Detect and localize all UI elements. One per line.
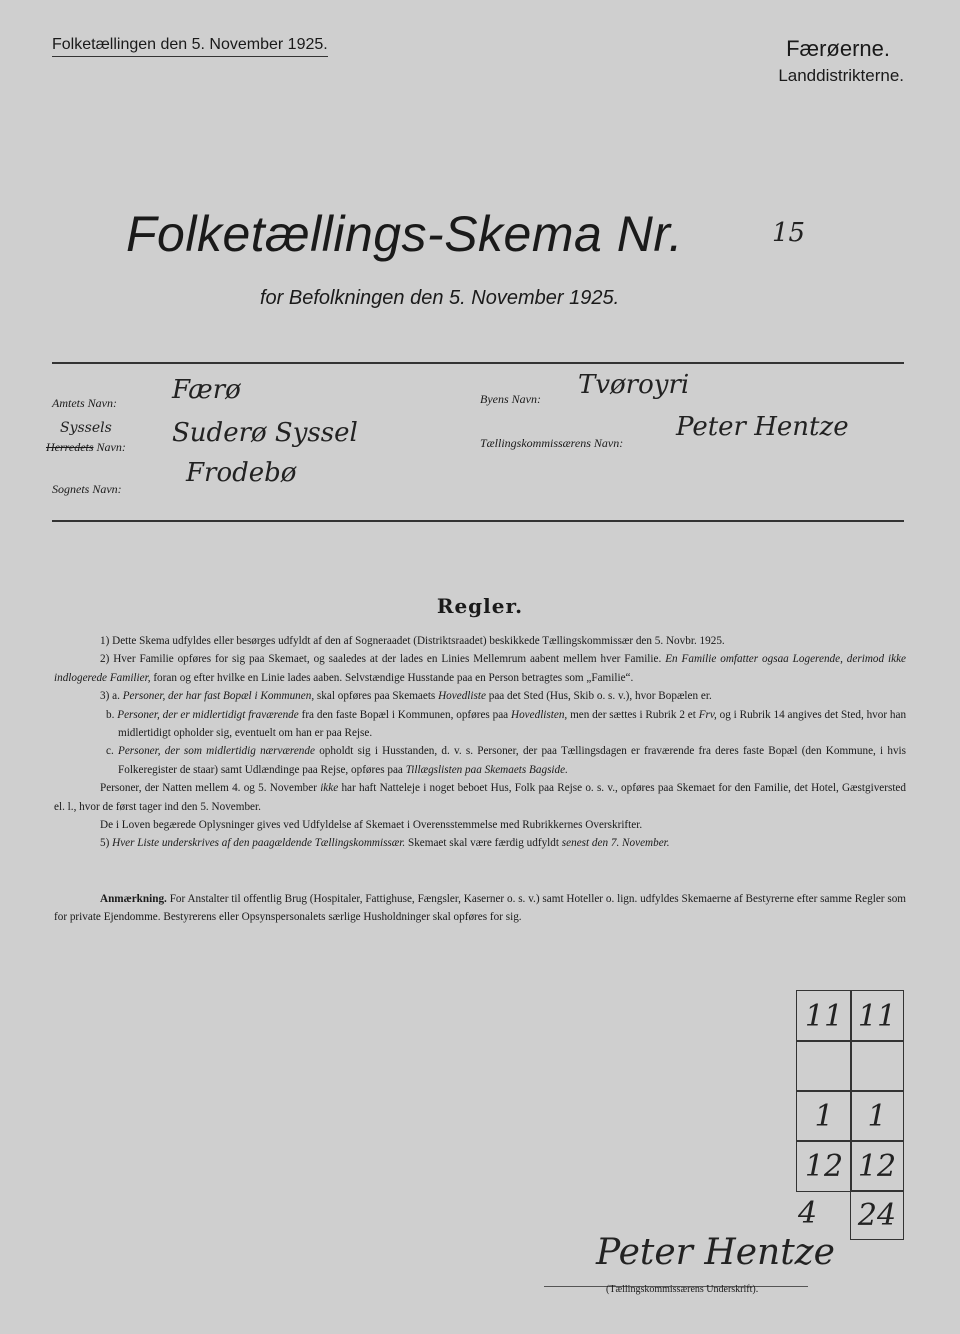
rules-heading: Regler. — [436, 594, 524, 618]
rule-3a-italic: Personer, der har fast Bopæl i Kommunen, — [122, 690, 315, 703]
remark-label: Anmærkning. — [100, 893, 167, 905]
rule-4-text-end: har haft Natteleje i noget beboet Hus, Folk paa Rejse o. s. v., opføres paa Skemaet for den Familie, det Hotel, Gæstgiversted el. l., hvor de først tager ind den 5. November. — [54, 782, 906, 813]
rule-3b-italic-2: Hovedlisten, — [511, 708, 568, 721]
rule-3a-text-end: paa det Sted (Hus, Skib o. s. v.), hvor Bopælen er. — [488, 690, 712, 703]
form-title: Folketællings-Skema Nr. — [126, 206, 684, 262]
rule-6-italic: Hver Liste underskrives af den paagældende Tællingskommissær. — [112, 837, 406, 850]
by-value: Tvøroyri — [578, 370, 690, 400]
kommissaer-label: Tællingskommissærens Navn: — [480, 436, 624, 450]
herred-label-suffix: Navn: — [96, 440, 126, 454]
herred-value: Suderø Syssel — [172, 418, 358, 448]
herred-label-struck: Herredets — [46, 440, 94, 454]
rule-6-prefix: 5) — [100, 837, 110, 850]
tally-cell: 1 — [850, 1090, 904, 1142]
remark-text: For Anstalter til offentlig Brug (Hospitaler, Fattighuse, Fængsler, Kaserner o. s. v.) samt Hoteller o. lign. udfyldes Skemaerne af Bestyrerne efter samme Regler som for private Ejendomme. Bestyrerens eller Opsynspersonalets særlige Husholdninger skal opføres for sig. — [54, 893, 907, 924]
rule-3a-text: skal opføres paa Skemaets — [316, 690, 436, 703]
rule-2-text: 2) Hver Familie opføres for sig paa Skemaet, og saaledes at der lades en Linies Mellemrum aabent mellem hver Familie. — [100, 653, 662, 666]
rule-3c-italic: Personer, der som midlertidig nærværende — [117, 745, 315, 758]
tally-outside-number: 4 — [798, 1196, 818, 1231]
kommissaer-value: Peter Hentze — [676, 412, 849, 442]
rule-3b-prefix: b. — [106, 708, 115, 721]
tally-cell — [796, 1040, 852, 1092]
rule-3c-prefix: c. — [106, 745, 114, 758]
rule-3c-text: opholdt sig i Husstanden, d. v. s. Personer, der paa Tællingsdagen er fraværende fra deres faste Bopæl (den Kommune, i hvis Folkeregister de staar) samt Udlændinge paa Rejse, opføres paa — [118, 745, 907, 776]
tally-cell: 12 — [850, 1140, 904, 1192]
tally-cell: 1 — [796, 1090, 852, 1142]
rule-2-text-end: foran og efter hvilke en Linie lades aaben. Selvstændige Husstande paa en Person betragtes som „Familie“. — [153, 671, 634, 684]
rule-3a-italic-2: Hovedliste — [438, 690, 486, 703]
amt-value: Færø — [172, 375, 241, 405]
remark-paragraph — [54, 890, 906, 927]
rule-3c — [54, 742, 906, 779]
herred-label — [46, 440, 126, 455]
signature-label: (Tællingskommissærens Underskrift). — [606, 1284, 759, 1295]
rule-3a — [54, 687, 906, 705]
rule-3b-text-end: og i Rubrik 14 angives det Sted, hvor han midlertidigt opholder sig, eventuelt om han er paa Rejse. — [118, 708, 907, 740]
signature-handwritten: Peter Hentze — [596, 1232, 835, 1273]
form-number-handwritten: 15 — [772, 218, 806, 248]
rule-3c-italic-2: Tillægslisten paa Skemaets Bagside. — [405, 763, 568, 776]
tally-cell: 11 — [850, 990, 904, 1042]
tally-cell: 11 — [796, 990, 852, 1042]
fields-bottom-divider — [52, 520, 904, 522]
rule-3b-text: fra den faste Bopæl i Kommunen, opføres paa — [301, 708, 509, 721]
rule-6 — [54, 834, 906, 852]
rule-4-italic: ikke — [320, 782, 339, 795]
rule-4-text: Personer, der Natten mellem 4. og 5. November — [100, 782, 317, 795]
tally-cell: 24 — [850, 1190, 904, 1240]
rule-3a-prefix: 3) a. — [100, 690, 120, 703]
top-divider — [52, 362, 904, 364]
rule-6-italic-2: senest den 7. November. — [561, 837, 670, 850]
rule-4 — [54, 779, 906, 816]
rule-3b-italic-3: Frv, — [698, 708, 717, 721]
rule-2 — [54, 650, 906, 687]
amt-label: Amtets Navn: — [52, 396, 117, 410]
rules-text — [54, 632, 906, 853]
form-subtitle: for Befolkningen den 5. November 1925. — [260, 287, 620, 309]
header-district-type: Landdistrikterne. — [778, 66, 904, 85]
header-region: Færøerne. — [786, 36, 890, 61]
by-label: Byens Navn: — [480, 392, 541, 406]
rule-1: 1) Dette Skema udfyldes eller besørges udfyldt af den af Sogneraadet (Distriktsraadet) beskikkede Tællingskommissær den 5. Novbr. 1925. — [100, 635, 725, 647]
rule-3b-text-2: men der sættes i Rubrik 2 et — [570, 708, 696, 721]
tally-cell — [850, 1040, 904, 1092]
tally-cell: 12 — [796, 1140, 852, 1192]
rule-2-italic: En Familie omfatter ogsaa Logerende, derimod ikke indlogerede Familier, — [54, 653, 906, 684]
rule-5: De i Loven begærede Oplysninger gives ved Udfyldelse af Skemaet i Overensstemmelse med Rubrikkernes Overskrifter. — [100, 819, 643, 832]
rule-6-text: Skemaet skal være færdig udfyldt — [407, 837, 559, 850]
rule-3b-italic: Personer, der er midlertidigt fraværende — [117, 708, 299, 721]
herred-handwritten-label: Syssels — [60, 420, 112, 436]
sogn-label: Sognets Navn: — [52, 482, 122, 496]
rule-3b — [54, 706, 906, 743]
header-census-date: Folketællingen den 5. November 1925. — [52, 36, 328, 57]
sogn-value: Frodebø — [186, 458, 297, 488]
